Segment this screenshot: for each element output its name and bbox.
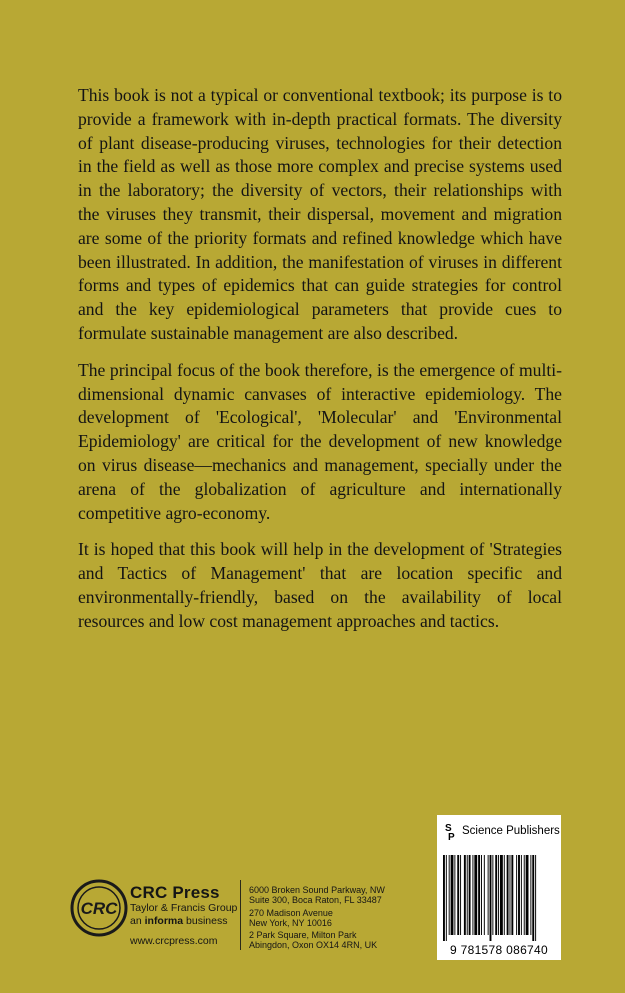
barcode-bar bbox=[490, 855, 492, 941]
barcode-bar bbox=[495, 855, 497, 935]
barcode-bar bbox=[518, 855, 520, 935]
blurb-paragraph-3: It is hoped that this book will help in the development of 'Strategies and Tactics of Management' that are location specific and environmentally-friendly, based on the availability of local resources and low cost management approaches and tactics. bbox=[78, 539, 562, 631]
crc-website: www.crcpress.com bbox=[130, 935, 218, 947]
address-abingdon: 2 Park Square, Milton Park Abingdon, Oxon OX14 4RN, UK bbox=[249, 930, 378, 951]
back-cover-blurb bbox=[78, 84, 562, 647]
barcode-bars bbox=[441, 855, 557, 941]
barcode-bar bbox=[500, 855, 503, 935]
blurb-paragraph-1: This book is not a typical or conventional textbook; its purpose is to provide a framework with in-depth practical formats. The diversity of plant disease-producing viruses, technologies for their detection in the field as well as those more complex and precise systems used in the laboratory; the diversity of vectors, their relationships with the viruses they transmit, their dispersal, movement and migration are some of the priority formats and refined knowledge which have been illustrated. In addition, the manifestation of viruses in different forms and types of epidemics that can guide strategies for control and the key epidemiological parameters that provide cues to formulate sustainable management are also described. bbox=[78, 85, 562, 343]
barcode-bar bbox=[469, 855, 471, 935]
address-divider bbox=[240, 880, 241, 950]
isbn-barcode bbox=[437, 849, 561, 960]
barcode-bar bbox=[504, 855, 505, 935]
barcode-bar bbox=[510, 855, 511, 935]
isbn-number: 9 781578 086740 bbox=[450, 943, 548, 957]
blurb-paragraph-2: The principal focus of the book therefore, is the emergence of multi-dimensional dynamic canvases of interactive epidemiology. The development of 'Ecological', 'Molecular' and 'Environmental Epidemiology' are critical for the development of new knowledge on virus disease—mechanics and management, specially under the arena of the globalization of agriculture and internationally competitive agro-economy. bbox=[78, 359, 562, 523]
science-publishers-badge bbox=[437, 815, 561, 849]
barcode-bar bbox=[492, 855, 493, 935]
barcode-bar bbox=[498, 855, 499, 935]
svg-text:P: P bbox=[448, 832, 455, 842]
barcode-bar bbox=[467, 855, 468, 935]
barcode-bar bbox=[460, 855, 461, 935]
barcode-bar bbox=[454, 855, 455, 935]
svg-text:S: S bbox=[445, 823, 452, 834]
barcode-bar bbox=[443, 855, 445, 941]
barcode-bar bbox=[484, 855, 485, 935]
crc-press-name: CRC Press bbox=[130, 883, 220, 902]
barcode-bar bbox=[530, 855, 531, 935]
address-new-york: 270 Madison Avenue New York, NY 10016 bbox=[249, 907, 333, 928]
barcode-bar bbox=[526, 855, 529, 935]
crc-group-name: Taylor & Francis Group bbox=[130, 902, 238, 914]
barcode-bar bbox=[474, 855, 477, 935]
barcode-bar bbox=[524, 855, 525, 935]
informa-tagline: an informa business bbox=[130, 915, 228, 927]
barcode-bar bbox=[516, 855, 517, 935]
crc-press-logo bbox=[70, 878, 128, 938]
barcode-bar bbox=[511, 855, 513, 935]
barcode-bar bbox=[532, 855, 534, 941]
science-publishers-logo-icon bbox=[444, 822, 458, 842]
crc-publisher-info bbox=[130, 884, 237, 948]
barcode-bar bbox=[457, 855, 459, 935]
barcode-bar bbox=[472, 855, 473, 935]
publisher-addresses bbox=[249, 885, 385, 953]
barcode-bar bbox=[451, 855, 454, 935]
barcode-bar bbox=[535, 855, 536, 941]
barcode-bar bbox=[521, 855, 522, 935]
address-boca-raton: 6000 Broken Sound Parkway, NW Suite 300, Boca Raton, FL 33487 bbox=[249, 885, 385, 906]
crc-logo-text: CRC bbox=[80, 899, 118, 918]
barcode-bar bbox=[449, 855, 450, 935]
barcode-bar bbox=[446, 855, 447, 941]
science-publishers-name: Science Publishers bbox=[462, 825, 560, 837]
barcode-bar bbox=[507, 855, 509, 935]
barcode-bar bbox=[481, 855, 482, 935]
barcode-bar bbox=[464, 855, 466, 935]
barcode-bar bbox=[488, 855, 489, 935]
barcode-bar bbox=[478, 855, 480, 935]
